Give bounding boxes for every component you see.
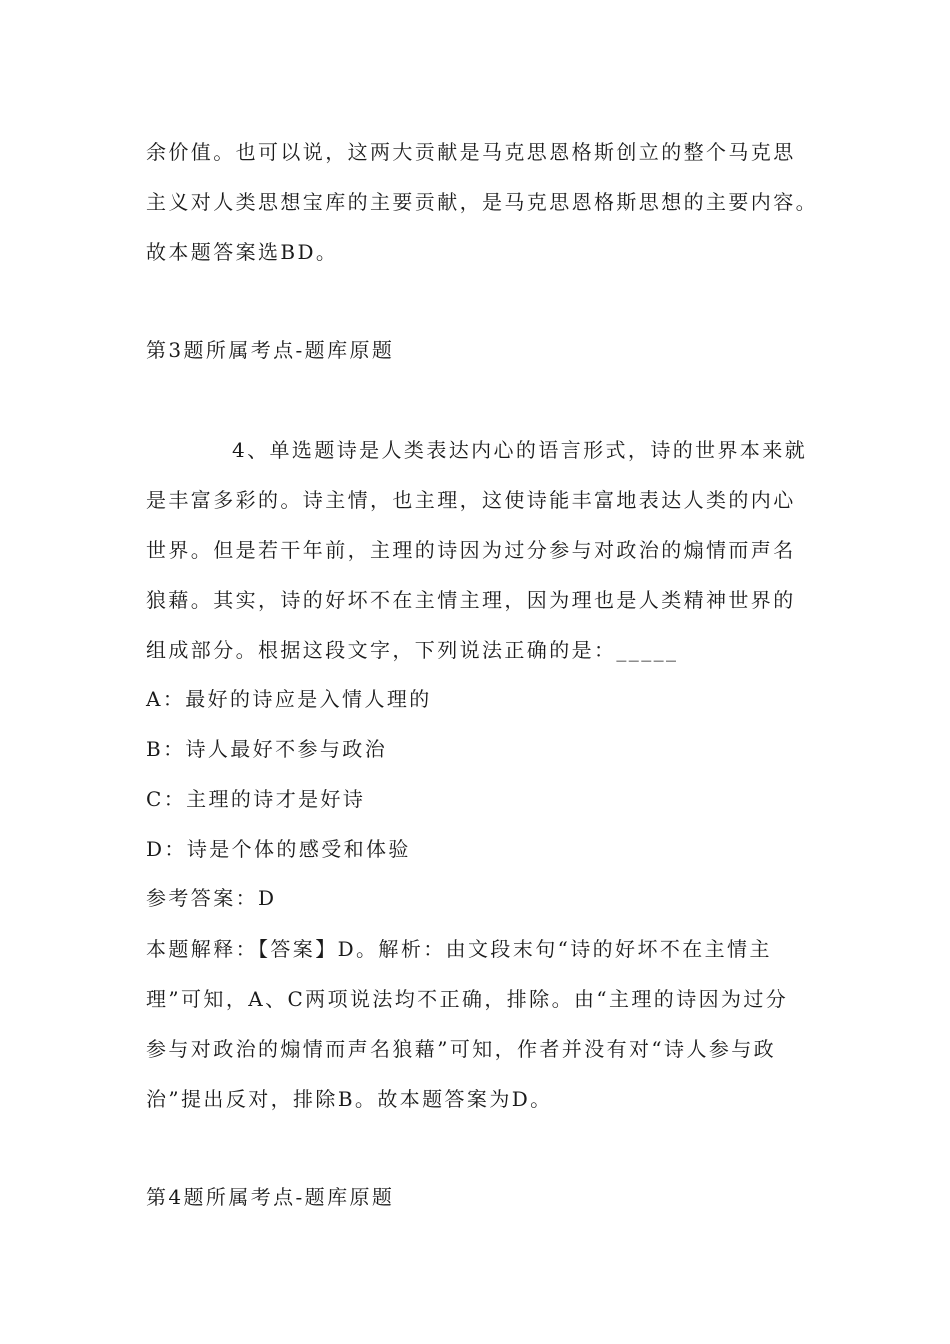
question-4-stem-line-4: 狼藉。其实，诗的好坏不在主情主理，因为理也是人类精神世界的: [146, 588, 796, 612]
option-d: D：诗是个体的感受和体验: [146, 837, 411, 861]
prev-explanation-line-3: 故本题答案选BD。: [146, 240, 339, 264]
question-4-stem-line-3: 世界。但是若干年前，主理的诗因为过分参与对政治的煽情而声名: [146, 538, 796, 562]
explanation-line-3: 参与对政治的煽情而声名狼藉”可知，作者并没有对“诗人参与政: [146, 1037, 777, 1061]
option-a: A：最好的诗应是入情人理的: [146, 687, 432, 711]
explanation-line-1: 本题解释：【答案】D。解析：由文段末句“诗的好坏不在主情主: [146, 937, 772, 961]
prev-explanation-line-1: 余价值。也可以说，这两大贡献是马克思恩格斯创立的整个马克思: [146, 140, 796, 164]
question-4-stem-line-2: 是丰富多彩的。诗主情，也主理，这使诗能丰富地表达人类的内心: [146, 488, 796, 512]
option-b: B：诗人最好不参与政治: [146, 737, 388, 761]
question-4-stem-line-5: 组成部分。根据这段文字，下列说法正确的是：_____: [146, 638, 679, 662]
q3-source-label: 第3题所属考点-题库原题: [146, 338, 395, 362]
question-4-stem-line-1: 4、单选题诗是人类表达内心的语言形式，诗的世界本来就: [232, 438, 808, 462]
option-c: C：主理的诗才是好诗: [146, 787, 366, 811]
q4-source-label: 第4题所属考点-题库原题: [146, 1185, 395, 1209]
prev-explanation-line-2: 主义对人类思想宝库的主要贡献，是马克思恩格斯思想的主要内容。: [146, 190, 818, 214]
explanation-line-2: 理”可知，A、C两项说法均不正确，排除。由“主理的诗因为过分: [146, 987, 789, 1011]
explanation-line-4: 治”提出反对，排除B。故本题答案为D。: [146, 1087, 553, 1111]
reference-answer: 参考答案：D: [146, 886, 277, 910]
